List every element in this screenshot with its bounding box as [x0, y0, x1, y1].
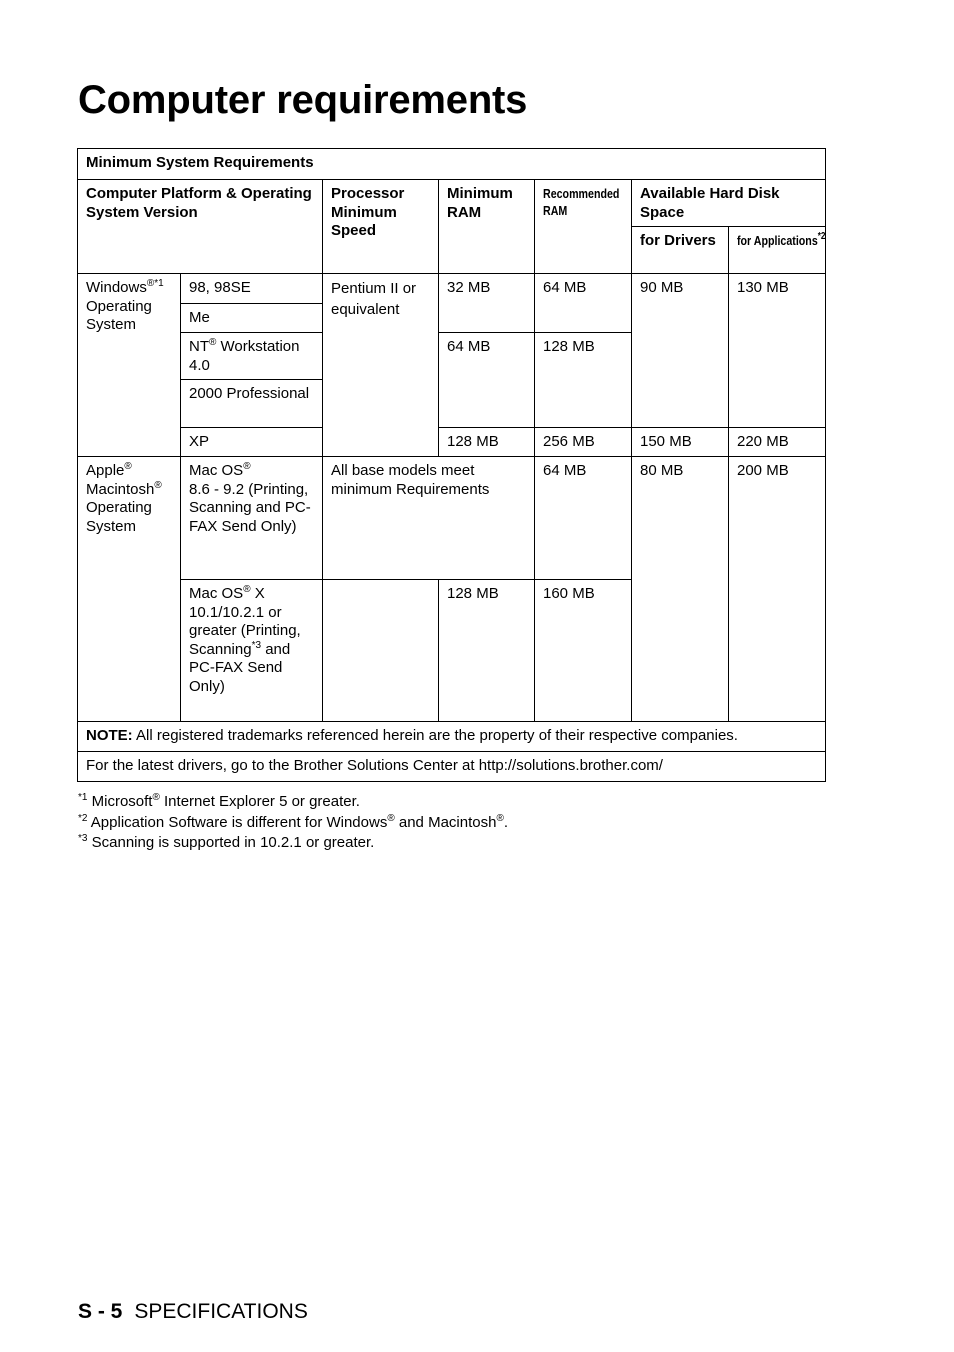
windows-drivers-90: 90 MB — [632, 274, 729, 428]
header-apps-cell — [729, 227, 826, 274]
windows-apps-130: 130 MB — [729, 274, 826, 428]
windows-rec-ram-64: 64 MB — [535, 274, 632, 333]
mac-platform: Apple® Macintosh® Operating System — [78, 457, 181, 722]
mac-rec-ram-64: 64 MB — [535, 457, 632, 580]
windows-drivers-150: 150 MB — [632, 428, 729, 457]
header-drivers: for Drivers — [632, 227, 729, 274]
mac-processor-continued — [323, 580, 439, 722]
windows-version-xp: XP — [181, 428, 323, 457]
windows-rec-ram-128: 128 MB — [535, 333, 632, 428]
header-processor: Processor Minimum Speed — [323, 180, 439, 274]
header-platform: Computer Platform & Operating System Version — [78, 180, 323, 274]
windows-version-98: 98, 98SE — [181, 274, 323, 304]
windows-version-me: Me — [181, 304, 323, 333]
section-name: SPECIFICATIONS — [134, 1300, 308, 1323]
mac-rec-ram-160: 160 MB — [535, 580, 632, 722]
header-rec-ram: Recommended RAM — [543, 186, 620, 218]
header-rec-ram-cell — [535, 180, 632, 274]
requirements-table — [77, 148, 826, 782]
page-number: S - 5 — [78, 1300, 123, 1323]
header-apps: for Applications$^{*2}$ — [737, 231, 826, 248]
mac-processor: All base models meet minimum Requirements — [323, 457, 535, 580]
mac-os-9: Mac OS® 8.6 - 9.2 (Printing, Scanning and PC-FAX Send Only) — [181, 457, 323, 580]
windows-platform: Windows$^{®*1}$ Operating System — [78, 274, 181, 457]
windows-version-nt: NT® Workstation 4.0 — [181, 333, 323, 380]
page-title: Computer requirements — [78, 78, 528, 122]
windows-rec-ram-256: 256 MB — [535, 428, 632, 457]
latest-drivers-note: For the latest drivers, go to the Brother Solutions Center at http://solutions.brother.com/ — [78, 752, 826, 782]
footnote-1: $^{*1}$ Microsoft® Internet Explorer 5 or greater. — [78, 792, 360, 810]
header-disk: Available Hard Disk Space — [632, 180, 826, 227]
windows-version-2000: 2000 Professional — [181, 380, 323, 428]
mac-apps-200: 200 MB — [729, 457, 826, 722]
windows-min-ram-64: 64 MB — [439, 333, 535, 428]
mac-drivers-80: 80 MB — [632, 457, 729, 722]
header-min-ram: Minimum RAM — [439, 180, 535, 274]
page-footer — [78, 1300, 308, 1324]
windows-processor: Pentium II or equivalent — [323, 274, 439, 457]
trademark-note: NOTE: All registered trademarks referenced herein are the property of their respective companies. — [78, 722, 826, 752]
footnotes — [78, 792, 508, 854]
mac-min-ram-128: 128 MB — [439, 580, 535, 722]
footnote-3: $^{*3}$ Scanning is supported in 10.2.1 or greater. — [78, 833, 375, 851]
windows-min-ram-128: 128 MB — [439, 428, 535, 457]
windows-min-ram-32: 32 MB — [439, 274, 535, 333]
footnote-2: $^{*2}$ Application Software is different for Windows® and Macintosh®. — [78, 812, 508, 831]
mac-os-x: Mac OS® X 10.1/10.2.1 or greater (Printing, Scanning$^{*3}$ and PC-FAX Send Only) — [181, 580, 323, 722]
table-caption: Minimum System Requirements — [78, 149, 826, 180]
windows-apps-220: 220 MB — [729, 428, 826, 457]
